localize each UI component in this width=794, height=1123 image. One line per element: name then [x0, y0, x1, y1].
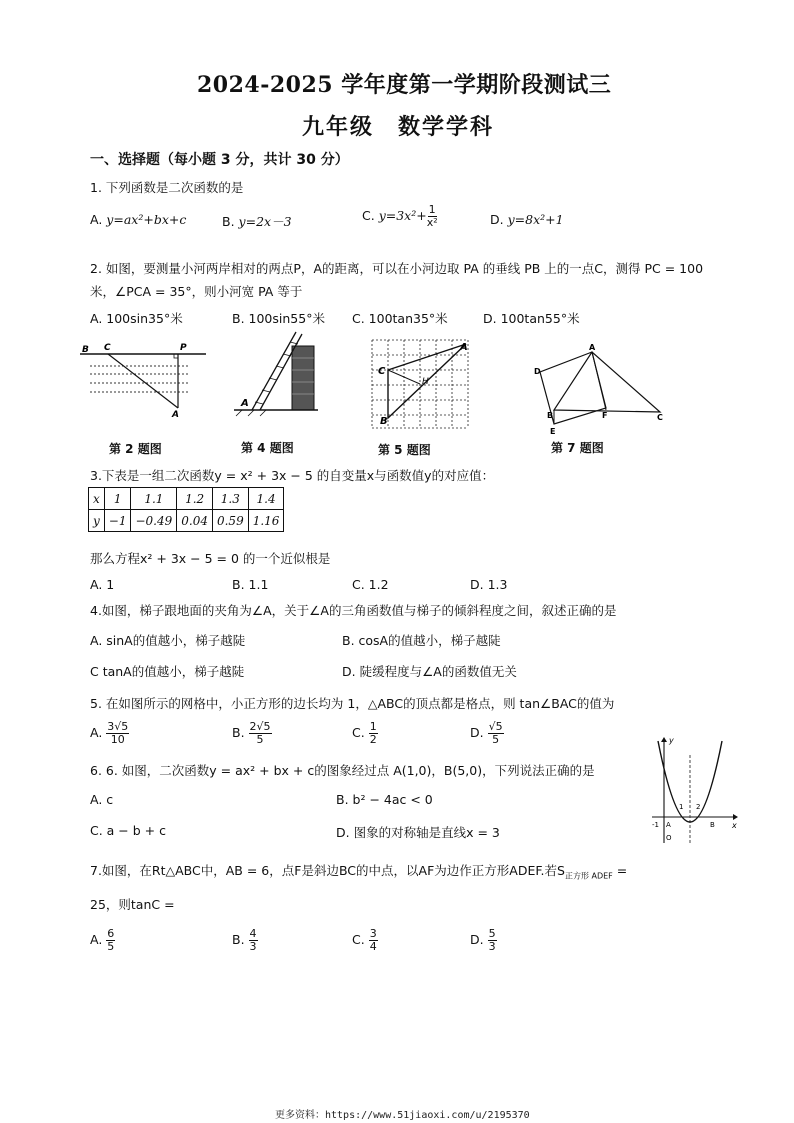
q5-option-b [232, 721, 272, 746]
q3-cell: 1.3 [212, 488, 248, 510]
q1-c-label: C. [362, 208, 375, 223]
q2-stem-line2: 米，∠PCA = 35°，则小河宽 PA 等于 [90, 284, 303, 299]
q1-c-num: 1 [428, 203, 436, 216]
q5-c-label: C. [352, 725, 365, 740]
q7-stem-sub: 正方形 ADEF [564, 871, 613, 881]
q5-option-a [90, 721, 129, 746]
q6-option-b: B. b² − 4ac < 0 [336, 792, 433, 807]
q5-a-num: 3√5 [107, 720, 129, 733]
parabola-label-one: 1 [679, 803, 684, 811]
q3-cell: 1.2 [177, 488, 213, 510]
q1-option-c [362, 204, 438, 229]
q7-option-b [232, 928, 258, 953]
q3-cell: y [89, 510, 105, 532]
q7-stem-line2: 25，则tanC = [90, 897, 175, 912]
q7-b-num: 4 [249, 927, 257, 940]
q3-option-c: C. 1.2 [352, 577, 389, 592]
q2-option-b: B. 100sin55°米 [232, 311, 325, 326]
q5-d-den: 5 [492, 733, 500, 746]
q4-stem: 4.如图，梯子跟地面的夹角为∠A，关于∠A的三角函数值与梯子的倾斜程度之间，叙述正确的是 [90, 603, 617, 618]
q3-cell: 0.04 [177, 510, 213, 532]
q3-cell: 0.59 [212, 510, 248, 532]
q5-a-den: 10 [110, 733, 125, 746]
q1-option-b [222, 212, 292, 230]
figure-2-river [78, 336, 208, 420]
q4-option-b: B. cosA的值越小，梯子越陡 [342, 633, 501, 648]
q6-option-a: A. c [90, 792, 114, 807]
q1-c-text: y=3x²+ [378, 208, 427, 223]
q7-c-num: 3 [369, 927, 377, 940]
q7-d-label: D. [470, 932, 484, 947]
fig5-label-b: B [380, 416, 388, 427]
q1-a-text: y=ax²+bx+c [106, 212, 187, 227]
fig2-label-b: B [82, 345, 89, 355]
fig4-label-a: A [241, 398, 249, 409]
q3-table-row-y [89, 510, 284, 532]
q3-cell: 1 [104, 488, 131, 510]
exam-title: 2024-2025 学年度第一学期阶段测试三 [197, 72, 612, 98]
q6-parabola-figure [650, 735, 742, 847]
q7-option-c [352, 928, 378, 953]
q1-d-text: y=8x²+1 [507, 212, 564, 227]
fig2-label-a: A [172, 410, 179, 420]
fig5-caption: 第 5 题图 [378, 443, 431, 457]
q7-a-label: A. [90, 932, 103, 947]
q1-c-den: x² [426, 216, 438, 229]
fig5-label-a: A [460, 342, 468, 353]
q3-cell: 1.1 [131, 488, 177, 510]
q6-option-c: C. a − b + c [90, 823, 166, 838]
q3-stem: 3.下表是一组二次函数y = x² + 3x − 5 的自变量x与函数值y的对应值： [90, 468, 495, 483]
q1-b-text: y=2x－3 [238, 214, 292, 229]
q3-cell: 1.4 [248, 488, 284, 510]
q5-b-num: 2√5 [249, 720, 271, 733]
q5-b-den: 5 [256, 733, 264, 746]
q7-b-label: B. [232, 932, 245, 947]
q3-option-b: B. 1.1 [232, 577, 269, 592]
q2-option-c: C. 100tan35°米 [352, 311, 448, 326]
q3-option-a: A. 1 [90, 577, 115, 592]
q3-option-d: D. 1.3 [470, 577, 508, 592]
fig7-label-d: D [534, 367, 541, 376]
fig7-label-b: B [547, 411, 554, 420]
q1-d-label: D. [490, 212, 504, 227]
q3-cell: −1 [104, 510, 131, 532]
parabola-label-o: O [666, 834, 672, 842]
q3-cell: 1.16 [248, 510, 284, 532]
q6-option-d: D. 图象的对称轴是直线x = 3 [336, 825, 500, 840]
parabola-label-x: x [732, 821, 737, 830]
fig7-label-c: C [657, 413, 663, 422]
q7-stem-main: 7.如图，在Rt△ABC中，AB = 6，点F是斜边BC的中点，以AF为边作正方形ADEF.若S [90, 863, 565, 878]
figure-5-grid [370, 338, 470, 430]
q7-c-label: C. [352, 932, 365, 947]
figure-7-square [532, 343, 672, 436]
fig7-label-e: E [550, 427, 556, 436]
q1-b-label: B. [222, 214, 235, 229]
q3-value-table [88, 487, 284, 532]
parabola-label-y: y [669, 736, 674, 745]
q7-a-num: 6 [107, 927, 115, 940]
q1-option-d [490, 212, 564, 227]
q5-option-c [352, 721, 378, 746]
q1-option-a [90, 212, 186, 227]
q5-c-num: 1 [369, 720, 377, 733]
footer-link[interactable]: 更多资料：https://www.51jiaoxi.com/u/2195370 [275, 1110, 530, 1121]
fig5-label-c: C [378, 366, 386, 377]
q3-follow: 那么方程x² + 3x − 5 = 0 的一个近似根是 [90, 551, 331, 566]
q7-stem-end: = [612, 863, 628, 878]
fig2-label-p: P [180, 343, 187, 353]
q7-d-num: 5 [488, 927, 496, 940]
fig7-label-f: F [602, 411, 608, 420]
q5-c-den: 2 [369, 733, 377, 746]
parabola-label-two: 2 [696, 803, 701, 811]
q5-a-label: A. [90, 725, 103, 740]
q7-stem-line1 [90, 861, 627, 882]
fig7-label-a: A [589, 343, 596, 352]
q5-b-label: B. [232, 725, 245, 740]
figure-4-ladder [232, 326, 322, 416]
fig5-label-h: H [422, 377, 429, 387]
exam-subtitle: 九年级 数学学科 [302, 114, 495, 140]
q3-table-row-x [89, 488, 284, 510]
fig4-caption: 第 4 题图 [241, 441, 294, 455]
q7-option-d [470, 928, 497, 953]
q4-option-d: D. 陡缓程度与∠A的函数值无关 [342, 664, 517, 679]
q6-stem: 6. 6. 如图，二次函数y = ax² + bx + c的图象经过点 A(1,0)，B(5,0)，下列说法正确的是 [90, 763, 595, 778]
parabola-label-neg: -1 [652, 821, 659, 829]
fig2-caption: 第 2 题图 [109, 442, 162, 456]
fig2-label-c: C [104, 343, 111, 353]
q4-option-a: A. sinA的值越小，梯子越陡 [90, 633, 246, 648]
q2-option-d: D. 100tan55°米 [483, 311, 580, 326]
q4-option-c: C tanA的值越小，梯子越陡 [90, 664, 245, 679]
parabola-label-a: A [666, 821, 671, 829]
q5-d-label: D. [470, 725, 484, 740]
q7-a-den: 5 [107, 940, 115, 953]
q7-b-den: 3 [249, 940, 257, 953]
q2-option-a: A. 100sin35°米 [90, 311, 183, 326]
q7-c-den: 4 [369, 940, 377, 953]
q3-cell: −0.49 [131, 510, 177, 532]
parabola-label-b: B [710, 821, 715, 829]
q5-option-d [470, 721, 504, 746]
q5-stem: 5. 在如图所示的网格中，小正方形的边长均为 1，△ABC的顶点都是格点，则 tan∠BAC的值为 [90, 696, 615, 711]
q3-cell: x [89, 488, 105, 510]
q1-stem: 1. 下列函数是二次函数的是 [90, 180, 244, 195]
q1-a-label: A. [90, 212, 103, 227]
section-heading: 一、选择题（每小题 3 分，共计 30 分） [90, 152, 349, 168]
q2-stem-line1: 2. 如图，要测量小河两岸相对的两点P，A的距离，可以在小河边取 PA 的垂线 PB 上的一点C，测得 PC = 100 [90, 261, 704, 276]
q7-d-den: 3 [488, 940, 496, 953]
fig7-caption: 第 7 题图 [551, 441, 604, 455]
q7-option-a [90, 928, 115, 953]
q5-d-num: √5 [488, 720, 503, 733]
